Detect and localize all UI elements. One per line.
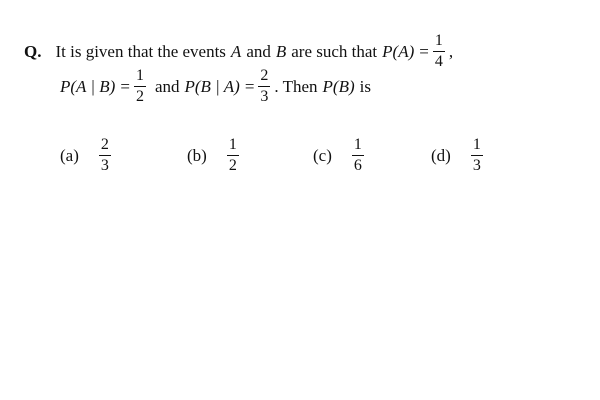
option-label: (c) <box>313 145 332 165</box>
and-text: and <box>154 76 180 96</box>
option-fraction <box>352 137 364 174</box>
fraction-pa <box>433 33 445 70</box>
fraction-numerator: 1 <box>434 32 443 49</box>
comma: , <box>448 41 454 61</box>
fraction-denominator: 2 <box>228 157 237 174</box>
option-d[interactable] <box>431 137 487 174</box>
fraction-numerator: 2 <box>260 67 269 84</box>
is-text: is <box>359 76 371 96</box>
fraction-numerator: 1 <box>353 136 362 153</box>
then-text: . Then <box>274 76 318 96</box>
option-fraction <box>471 137 483 174</box>
equals-sign: = <box>120 76 130 96</box>
fraction-denominator: 6 <box>353 157 362 174</box>
question-label: Q. <box>24 41 42 61</box>
option-label: (d) <box>431 145 451 165</box>
fraction-denominator: 2 <box>135 88 144 105</box>
option-c[interactable] <box>313 137 368 174</box>
option-b[interactable] <box>187 137 243 174</box>
fraction-pba <box>258 68 270 105</box>
prob-b: P(B) <box>322 76 355 96</box>
fraction-pab <box>134 68 146 105</box>
question-line-1 <box>24 33 453 70</box>
prob-a: P(A) <box>382 41 415 61</box>
fraction-denominator: 4 <box>434 53 443 70</box>
fraction-numerator: 1 <box>472 136 481 153</box>
event-a: A <box>230 41 242 61</box>
question-text-3: are such that <box>291 41 378 61</box>
event-b: B <box>275 41 287 61</box>
option-a[interactable] <box>60 137 115 174</box>
question-text-2: and <box>246 41 271 61</box>
question-line-2 <box>60 68 371 105</box>
option-fraction <box>227 137 239 174</box>
option-label: (a) <box>60 145 79 165</box>
option-label: (b) <box>187 145 207 165</box>
fraction-numerator: 1 <box>135 67 144 84</box>
fraction-denominator: 3 <box>472 157 481 174</box>
fraction-numerator: 2 <box>100 136 109 153</box>
option-fraction <box>99 137 111 174</box>
fraction-denominator: 3 <box>260 88 269 105</box>
fraction-numerator: 1 <box>228 136 237 153</box>
equals-sign: = <box>244 76 255 96</box>
prob-a-given-b: P(A | B) <box>60 76 116 96</box>
equals-sign: = <box>419 41 429 61</box>
prob-b-given-a: P(B | A) <box>184 76 240 96</box>
question-text-1: It is given that the events <box>55 41 226 61</box>
fraction-denominator: 3 <box>100 157 109 174</box>
